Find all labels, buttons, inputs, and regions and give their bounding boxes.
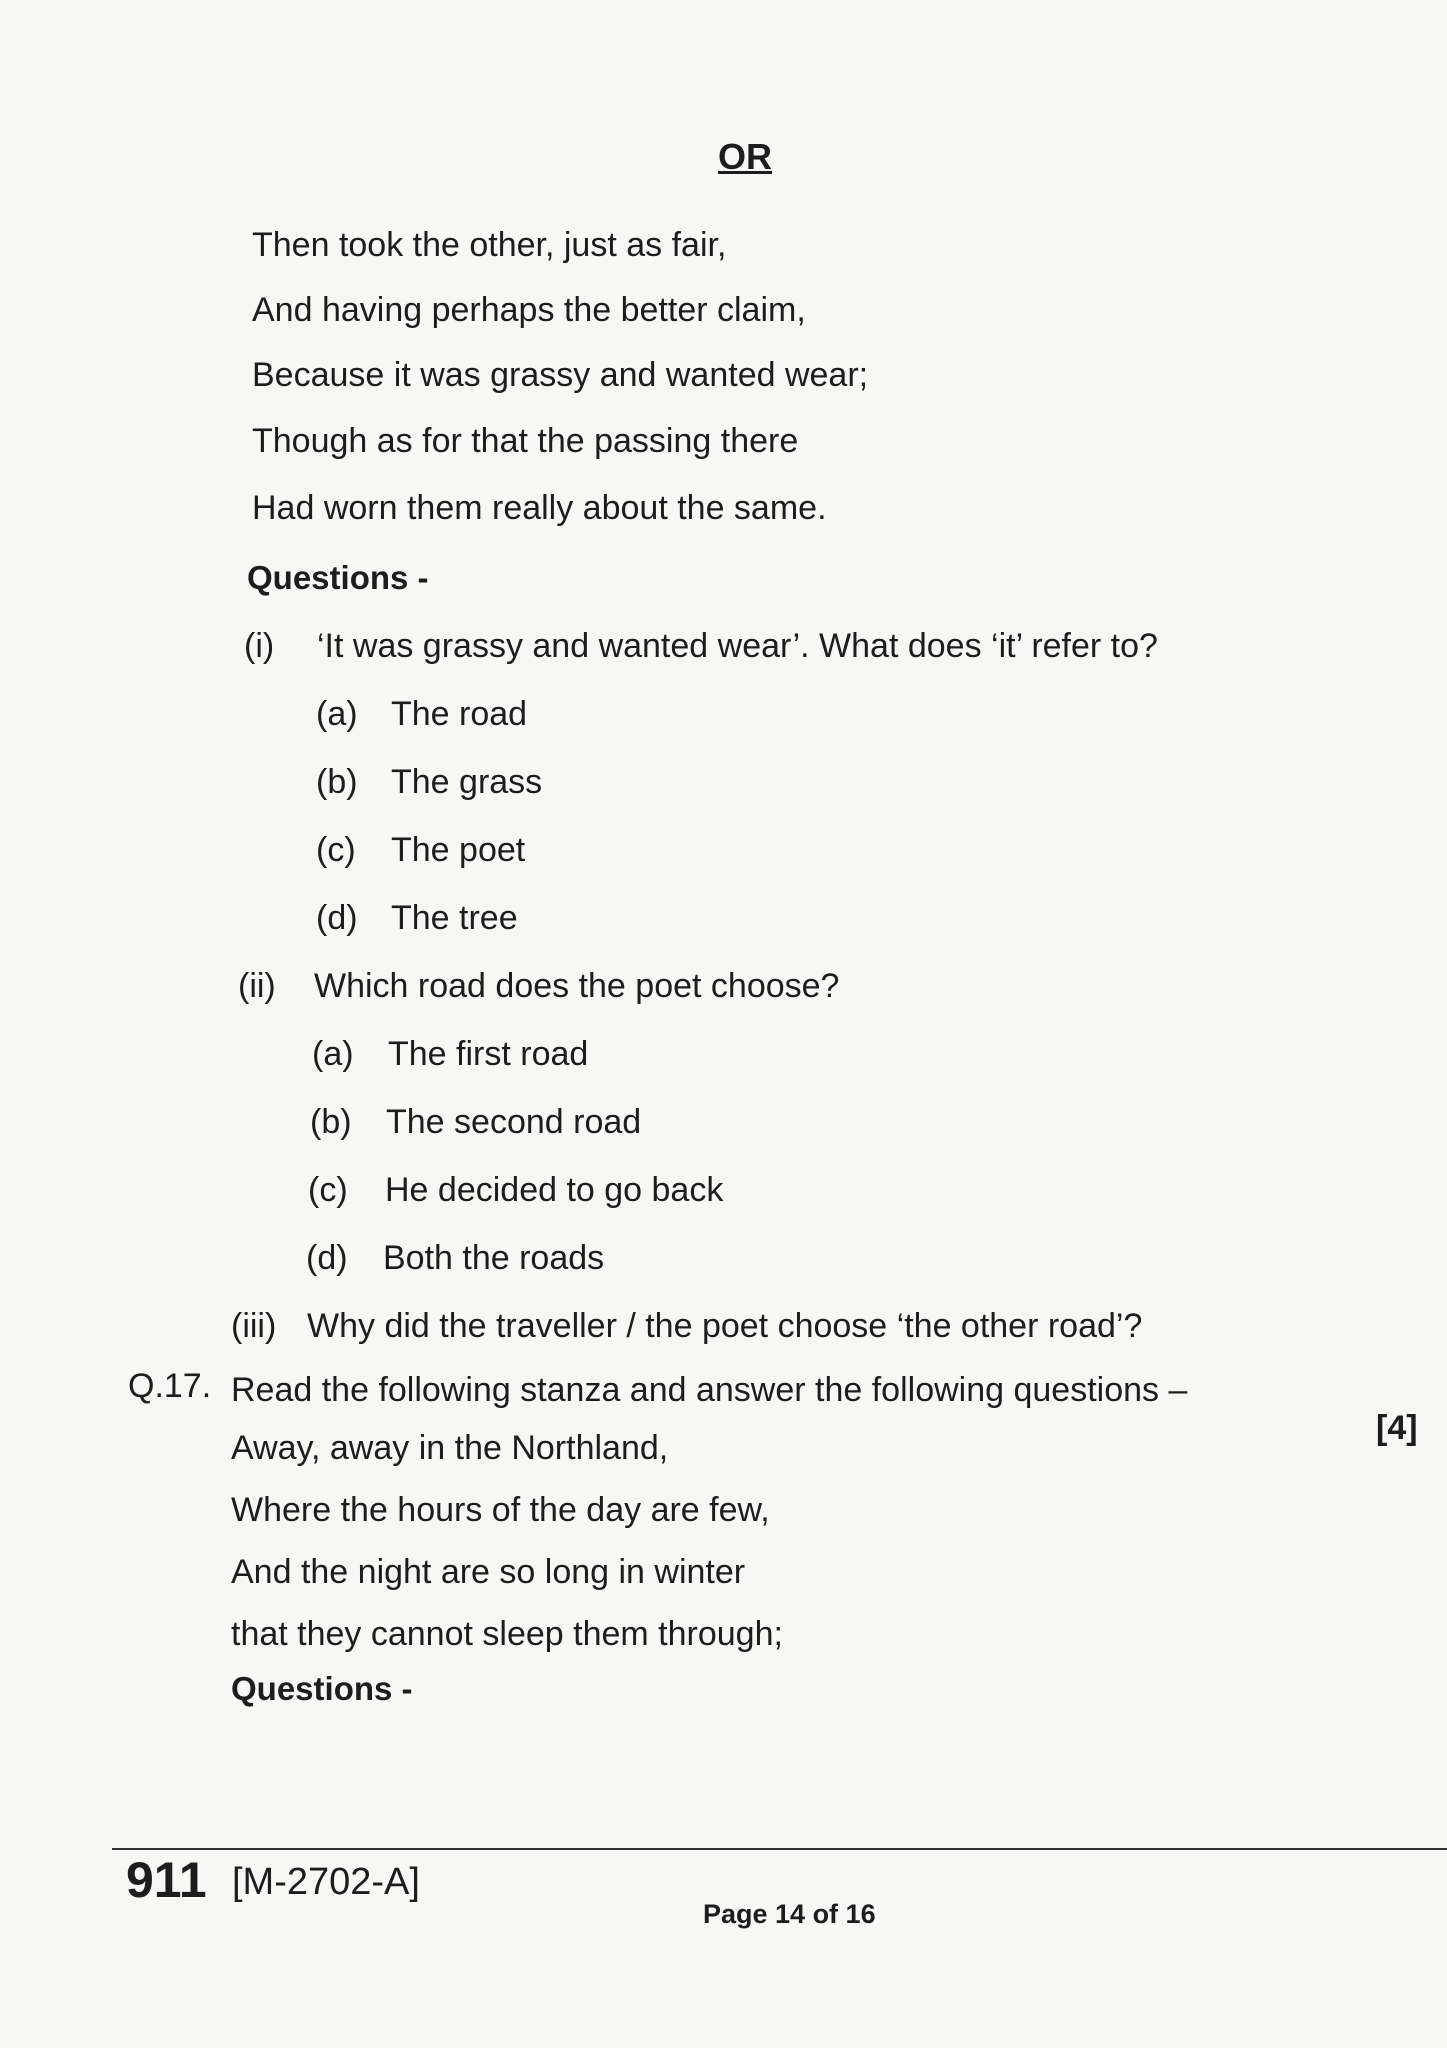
stanza-line: Had worn them really about the same. <box>252 489 827 527</box>
stanza-line: that they cannot sleep them through; <box>231 1615 783 1653</box>
option-text: The grass <box>391 763 543 801</box>
question-number: (iii) <box>231 1307 277 1345</box>
stanza-line: Away, away in the Northland, <box>231 1429 669 1467</box>
stanza-line: Where the hours of the day are few, <box>231 1491 770 1529</box>
page-number: Page 14 of 16 <box>703 1899 876 1929</box>
question-text: ‘It was grassy and wanted wear’. What does ‘it’ refer to? <box>317 627 1158 665</box>
stanza-line: Then took the other, just as fair, <box>252 226 727 264</box>
question-text: Which road does the poet choose? <box>314 967 840 1005</box>
stanza-line: And having perhaps the better claim, <box>252 291 806 329</box>
option-text: The poet <box>391 831 526 869</box>
question-number: (i) <box>244 627 275 665</box>
option-text: The first road <box>388 1035 589 1073</box>
option-label: (a) <box>316 695 358 733</box>
footer-paper-code: 911 <box>126 1852 207 1908</box>
option-text: The second road <box>386 1103 642 1141</box>
option-label: (c) <box>308 1171 348 1209</box>
option-label: (b) <box>310 1103 352 1141</box>
footer-reference: [M-2702-A] <box>232 1861 420 1903</box>
option-text: Both the roads <box>383 1239 605 1277</box>
stanza-line: Though as for that the passing there <box>252 422 799 460</box>
or-heading: OR <box>718 136 772 177</box>
option-label: (d) <box>316 899 358 937</box>
option-label: (a) <box>312 1035 354 1073</box>
option-text: He decided to go back <box>385 1171 724 1209</box>
questions-label: Questions - <box>231 1670 413 1707</box>
option-label: (b) <box>316 763 358 801</box>
marks-badge: [4] <box>1376 1409 1418 1447</box>
footer-rule <box>112 1848 1447 1850</box>
questions-label: Questions - <box>247 559 429 596</box>
question-number: Q.17. <box>128 1367 212 1405</box>
option-label: (c) <box>316 831 356 869</box>
option-text: The tree <box>391 899 518 937</box>
option-label: (d) <box>306 1239 348 1277</box>
stanza-line: And the night are so long in winter <box>231 1553 746 1591</box>
question-text: Read the following stanza and answer the following questions – <box>231 1371 1188 1409</box>
question-text: Why did the traveller / the poet choose ‘the other road’? <box>307 1307 1143 1345</box>
stanza-line: Because it was grassy and wanted wear; <box>252 356 869 394</box>
option-text: The road <box>391 695 528 733</box>
question-number: (ii) <box>238 967 276 1005</box>
